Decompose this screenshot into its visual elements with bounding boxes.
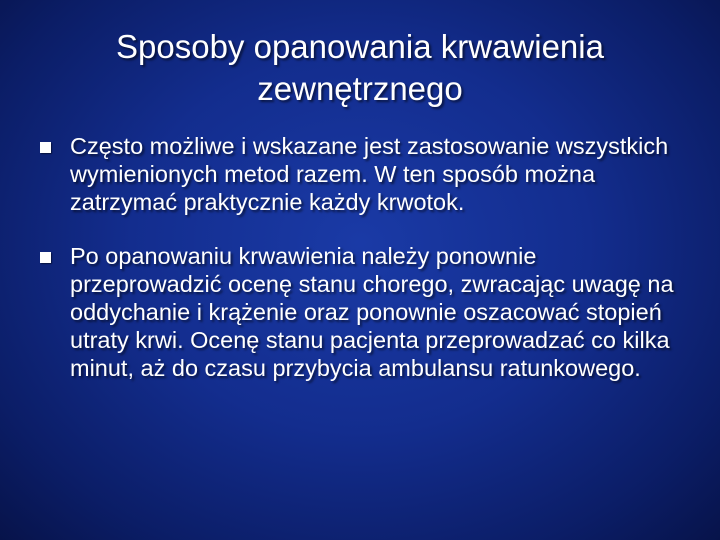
bullet-text: Po opanowaniu krwawienia należy ponownie przeprowadzić ocenę stanu chorego, zwracając uwagę na oddychanie i krążenie oraz ponownie oszacować stopień utraty krwi. Ocenę stanu pacjenta przeprowadzać co kilka minut, aż do czasu przybycia ambulansu ratunkowego. <box>70 243 674 381</box>
slide-title: Sposoby opanowania krwawienia zewnętrznego <box>116 28 604 107</box>
bullet-item <box>38 242 678 382</box>
bullet-text: Często możliwe i wskazane jest zastosowanie wszystkich wymienionych metod razem. W ten sposób można zatrzymać praktycznie każdy krwotok. <box>70 133 669 215</box>
square-bullet-icon <box>40 142 51 153</box>
bullet-list <box>38 132 678 408</box>
bullet-item <box>38 132 678 216</box>
square-bullet-icon <box>40 252 51 263</box>
